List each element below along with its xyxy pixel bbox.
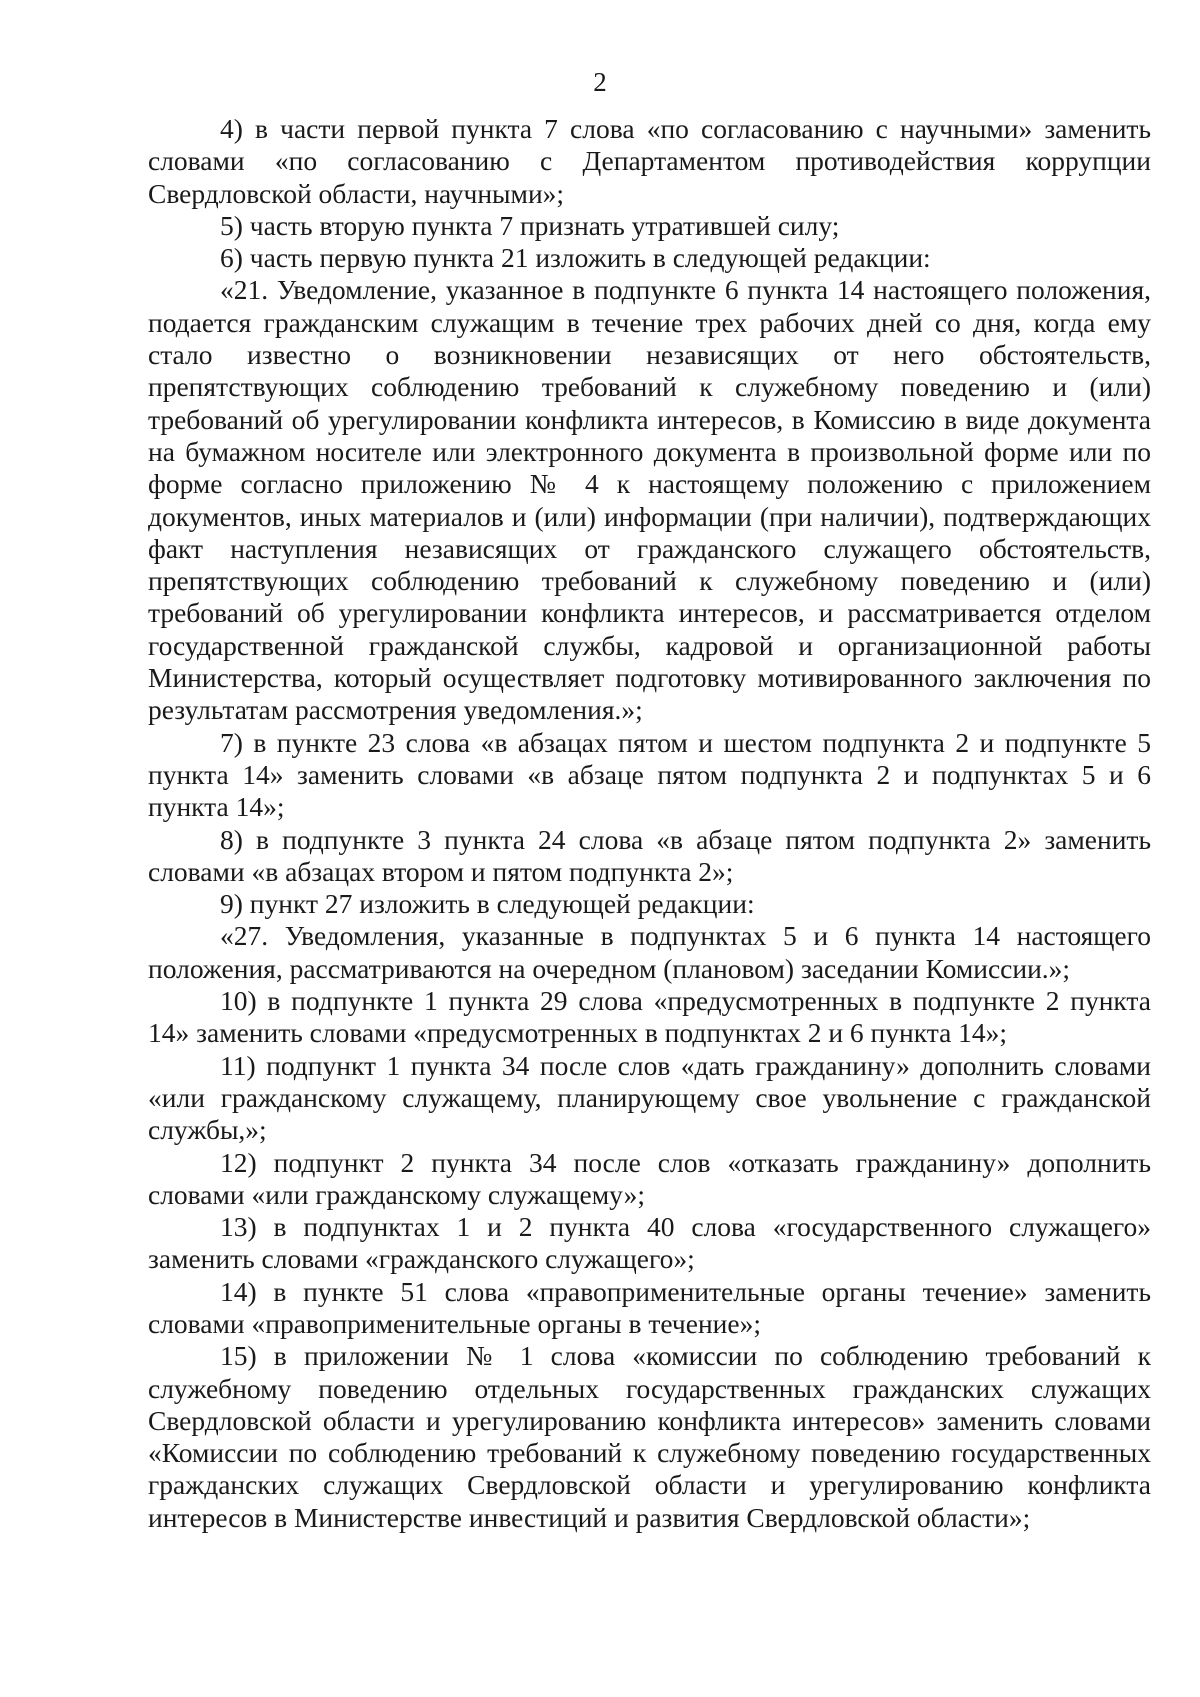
paragraph-item-14: 14) в пункте 51 слова «правоприменительные органы течение» заменить словами «правоприменительные органы в течение»; <box>148 1275 1151 1339</box>
paragraph-item-6: 6) часть первую пункта 21 изложить в следующей редакции: <box>220 242 931 274</box>
paragraph-item-10: 10) в подпункте 1 пункта 29 слова «предусмотренных в подпункте 2 пункта 14» заменить словами «предусмотренных в подпунктах 2 и 6 пункта 14»; <box>148 985 1151 1049</box>
page-number: 2 <box>593 67 607 97</box>
paragraph-item-7: 7) в пункте 23 слова «в абзацах пятом и шестом подпункта 2 и подпункте 5 пункта 14» заменить словами «в абзаце пятом подпункта 2 и подпунктах 5 и 6 пункта 14»; <box>148 726 1151 823</box>
document-body <box>148 113 1151 1534</box>
paragraph-item-9: 9) пункт 27 изложить в следующей редакции: <box>220 888 755 920</box>
paragraph-quoted-clause-21: «21. Уведомление, указанное в подпункте 6 пункта 14 настоящего положения, подается гражданским служащим в течение трех рабочих дней со дня, когда ему стало известно о возникновении независящих от него обстоятельств, препятствующих соблюдению требований к служебному поведению и (или) требований об урегулировании конфликта интересов, в Комиссию в виде документа на бумажном носителе или электронного документа в произвольной форме или по форме согласно приложению № 4 к настоящему положению с приложением документов, иных материалов и (или) информации (при наличии), подтверждающих факт наступления независящих от гражданского служащего обстоятельств, препятствующих соблюдению требований к служебному поведению и (или) требований об урегулировании конфликта интересов, и рассматривается отделом государственной гражданской службы, кадровой и организационной работы Министерства, который осуществляет подготовку мотивированного заключения по результатам рассмотрения уведомления.»; <box>148 274 1151 726</box>
paragraph-item-4: 4) в части первой пункта 7 слова «по согласованию с научными» заменить словами «по согласованию с Департаментом противодействия коррупции Свердловской области, научными»; <box>148 113 1151 209</box>
paragraph-item-13: 13) в подпунктах 1 и 2 пункта 40 слова «государственного служащего» заменить словами «гражданского служащего»; <box>148 1211 1151 1275</box>
paragraph-item-12: 12) подпункт 2 пункта 34 после слов «отказать гражданину» дополнить словами «или гражданскому служащему»; <box>148 1146 1151 1210</box>
paragraph-item-8: 8) в подпункте 3 пункта 24 слова «в абзаце пятом подпункта 2» заменить словами «в абзацах втором и пятом подпункта 2»; <box>148 823 1151 887</box>
paragraph-item-15: 15) в приложении № 1 слова «комиссии по соблюдению требований к служебному поведению отдельных государственных гражданских служащих Свердловской области и урегулированию конфликта интересов» заменить словами «Комиссии по соблюдению требований к служебному поведению государственных гражданских служащих Свердловской области и урегулированию конфликта интересов в Министерстве инвестиций и развития Свердловской области»; <box>148 1340 1151 1533</box>
paragraph-item-11: 11) подпункт 1 пункта 34 после слов «дать гражданину» дополнить словами «или гражданскому служащему, планирующему свое увольнение с гражданской службы,»; <box>148 1049 1151 1146</box>
paragraph-item-5: 5) часть вторую пункта 7 признать утратившей силу; <box>220 209 840 241</box>
paragraph-quoted-clause-27: «27. Уведомления, указанные в подпунктах 5 и 6 пункта 14 настоящего положения, рассматриваются на очередном (плановом) заседании Комиссии.»; <box>148 920 1151 984</box>
